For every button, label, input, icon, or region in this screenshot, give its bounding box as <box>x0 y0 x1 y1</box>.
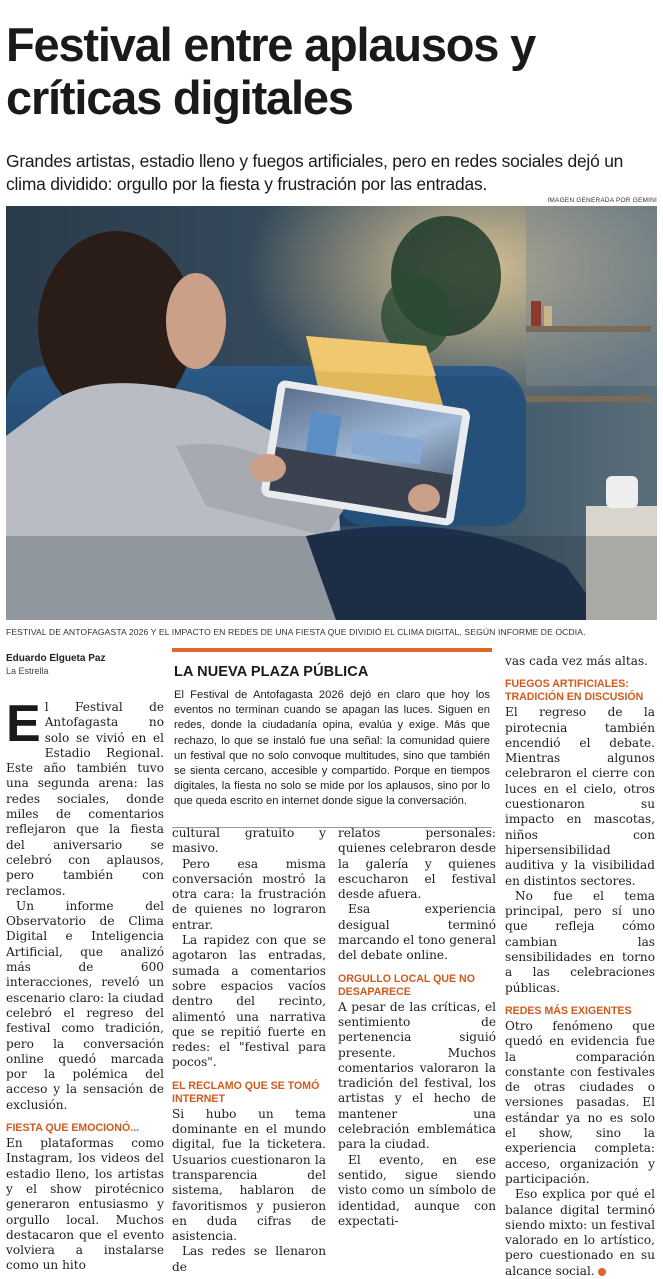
paragraph: Eso explica por qué el balance digital terminó siendo mixto: un festival valorado en lo artístico, pero cuestionado en su alcance social. <box>505 1187 656 1278</box>
paragraph: relatos personales: quienes celebraron desde la galería y quienes escucharon el festival desde afuera. <box>338 826 496 902</box>
image-credit: IMAGEN GENERADA POR GEMINI <box>547 197 657 204</box>
subheading: FIESTA QUE EMOCIONÓ... <box>6 1122 140 1135</box>
paragraph: Pero esa misma conversación mostró la otra cara: la frustración de quienes no lograron entrar. <box>172 856 326 932</box>
article-column-4 <box>505 654 655 1279</box>
photo-caption: FESTIVAL DE ANTOFAGASTA 2026 Y EL IMPACTO EN REDES DE UNA FIESTA QUE DIVIDIÓ EL CLIMA DIGITAL, SEGÚN INFORME DE OCDIA. <box>6 627 586 637</box>
headline: Festival entre aplausos y críticas digitales <box>6 18 536 124</box>
publication-name: La Estrella <box>6 666 49 676</box>
paragraph: cultural gratuito y masivo. <box>172 826 326 856</box>
end-mark-icon <box>598 1268 606 1276</box>
paragraph: El evento, en ese sentido, sigue siendo visto como un símbolo de identidad, aunque con expectati- <box>338 1152 496 1228</box>
paragraph: No fue el tema principal, pero sí uno que refleja cómo cambian las sensibilidades en torno a las celebraciones públicas. <box>505 888 655 995</box>
article-column-3 <box>338 826 496 1229</box>
paragraph: vas cada vez más altas. <box>505 654 649 668</box>
sidebar-box <box>172 648 492 828</box>
paragraph: Las redes se llenaron de <box>172 1244 326 1274</box>
sidebar-body: El Festival de Antofagasta 2026 dejó en claro que hoy los eventos no terminan cuando se apagan las luces. Siguen en redes, donde la ciudadanía opina, evalúa y exige. Más que rechazo, lo que se instaló fue una señal: la comunidad quiere un festival que no solo convoque multitudes, sino que también se sienta cercano, accesible y compartido. Porque en tiempos digitales, la fiesta no solo se mide por los aplausos, sino por lo que queda escrito en internet donde sigue la conversación. <box>174 689 490 808</box>
subheading: REDES MÁS EXIGENTES <box>505 1004 632 1017</box>
subheading: FUEGOS ARTIFICIALES: TRADICIÓN EN DISCUSIÓN <box>505 678 644 704</box>
paragraph: Esa experiencia desigual terminó marcando el tono general del debate online. <box>338 902 496 963</box>
paragraph: La rapidez con que se agotaron las entradas, sumada a comentarios sobre espacios vacíos dentro del recinto, alimentó una narrativa que se repitió fuerte en redes: el "festival para pocos". <box>172 933 326 1070</box>
paragraph: Otro fenómeno que quedó en evidencia fue la comparación constante con festivales de otras ciudades o versiones pasadas. El estándar ya no es solo el show, sino la experiencia completa: acceso, organización y participación. <box>505 1018 655 1186</box>
sidebar-title: LA NUEVA PLAZA PÚBLICA <box>174 664 369 680</box>
paragraph: Un informe del Observatorio de Clima Digital e Inteligencia Artificial, que analizó más de 600 interacciones, reveló un escenario claro: la ciudad celebró el regreso del festival como tradición, pero la conversación online quedó marcada por la polémica del acceso y la sensación de exclusión. <box>6 898 164 1112</box>
subheading: ORGULLO LOCAL QUE NO DESAPARECE <box>338 972 475 998</box>
drop-cap: E <box>6 695 41 753</box>
hero-photo <box>6 206 657 620</box>
paragraph: En plataformas como Instagram, los videos del estadio lleno, los artistas y el show pirotécnico generaron entusiasmo y orgullo local. Muchos destacaron que el evento volviera a instalarse como un hito <box>6 1136 164 1273</box>
paragraph: El regreso de la pirotecnia también encendió el debate. Mientras algunos celebraron el cierre con luces en el cielo, otros cuestionaron su impacto en mascotas, niños con hipersensibilidad auditiva y la visibilidad en distintos sectores. <box>505 705 655 888</box>
author-name: Eduardo Elgueta Paz <box>6 653 106 664</box>
subheading: EL RECLAMO QUE SE TOMÓ INTERNET <box>172 1079 320 1105</box>
lead-paragraph: El Festival de Antofagasta no solo se vivió en el Estadio Regional. Este año también tuvo una segunda arena: las redes sociales, donde miles de comentarios reflejaron que la fiesta del aniversario se celebró con aplausos, pero también con reclamos. <box>6 695 164 898</box>
byline <box>6 653 105 676</box>
paragraph: Si hubo un tema dominante en el mundo digital, fue la ticketera. Usuarios cuestionaron la transparencia del sistema, hablaron de favoritismos y pusieron en duda cifras de asistencia. <box>172 1106 326 1244</box>
paragraph: A pesar de las críticas, el sentimiento de pertenencia siguió presente. Muchos comentarios valoraron la tradición del festival, los artistas y el hecho de mantener una celebración emblemática para la ciudad. <box>338 999 496 1152</box>
article-column-2 <box>172 826 326 1275</box>
article-column-1 <box>6 695 164 1274</box>
deck: Grandes artistas, estadio lleno y fuegos artificiales, pero en redes sociales dejó un clima dividido: orgullo por la fiesta y frustración por las entradas. <box>6 151 624 194</box>
